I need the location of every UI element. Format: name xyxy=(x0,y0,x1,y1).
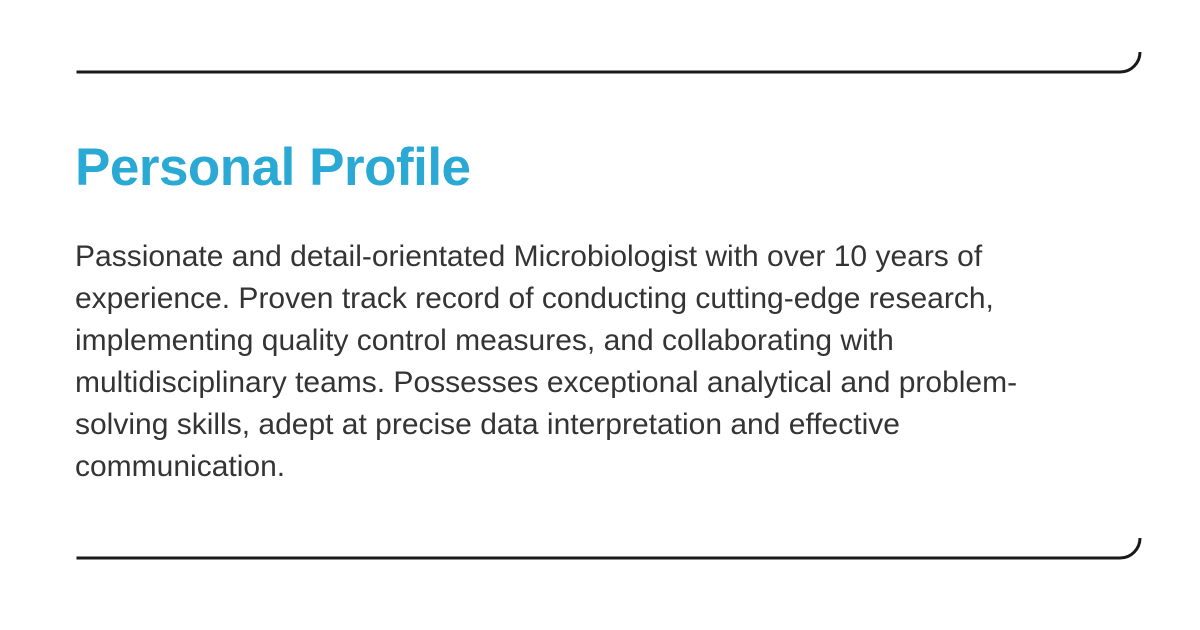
profile-text-line: solving skills, adept at precise data interpretation and effective xyxy=(75,408,900,441)
section-divider-bottom xyxy=(75,534,1145,560)
profile-text-line: implementing quality control measures, and collaborating with xyxy=(75,324,894,357)
profile-text xyxy=(75,236,1155,488)
profile-text-line: multidisciplinary teams. Possesses exceptional analytical and problem- xyxy=(75,366,1018,399)
profile-text-line: experience. Proven track record of conducting cutting-edge research, xyxy=(75,282,994,315)
divider-line-icon xyxy=(75,534,1145,560)
profile-text-line: Passionate and detail-orientated Microbiologist with over 10 years of xyxy=(75,240,983,273)
divider-line-icon xyxy=(75,48,1145,74)
section-title: Personal Profile xyxy=(75,138,471,197)
section-divider-top xyxy=(75,48,1145,74)
profile-text-line: communication. xyxy=(75,450,286,483)
